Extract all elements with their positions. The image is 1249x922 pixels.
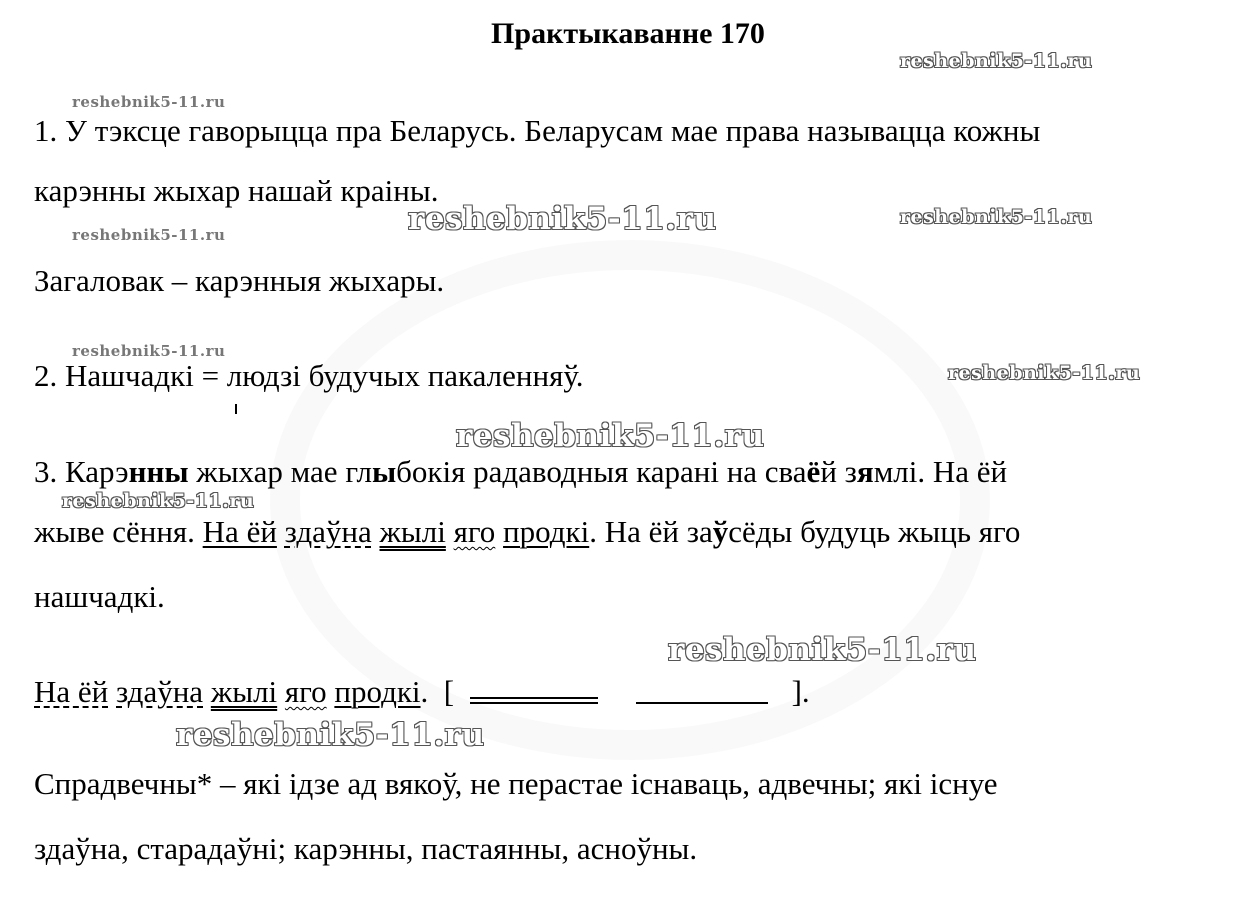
watermark: reshebnik5-11.ru [900, 50, 1093, 72]
watermark: reshebnik5-11.ru [72, 226, 226, 244]
watermark: reshebnik5-11.ru [62, 490, 255, 512]
scheme-bracket-open: [ [443, 674, 455, 709]
text-fragment: бокія радаводныя карані на сва [396, 454, 807, 489]
underlined-adverbial: На ёй [202, 514, 277, 549]
underlined-attribute: яго [453, 514, 496, 549]
task1-heading: Загаловак – карэнныя жыхары. [34, 263, 445, 298]
task3-line2 [34, 512, 1020, 552]
bold-letters: ў [712, 514, 729, 549]
underlined-attribute: яго [284, 674, 327, 709]
bold-letters: ё [806, 454, 821, 489]
underlined-predicate: жылі [379, 514, 446, 549]
text-fragment: . [420, 674, 429, 709]
watermark: reshebnik5-11.ru [900, 206, 1093, 228]
scheme-subject-line [636, 702, 768, 704]
scheme-predicate-line [470, 697, 598, 704]
text-fragment: жыхар мае гл [188, 454, 372, 489]
task2-line1: 2. Нашчадкі = людзі будучых пакаленняў. [34, 358, 584, 393]
text-fragment: й з [820, 454, 857, 489]
task1-line2: карэнны жыхар нашай краіны. [34, 173, 439, 208]
underlined-adverbial: здаўна [116, 674, 204, 709]
task1-line1: 1. У тэксце гаворыцца пра Беларусь. Беларусам мае права называцца кожны [34, 113, 1041, 148]
underlined-subject: продкі [503, 514, 590, 549]
scheme-bracket-close: ]. [791, 674, 810, 709]
text-fragment: сёды будуць жыць яго [728, 514, 1021, 549]
text-fragment: 3. Карэ [34, 454, 129, 489]
text-fragment: млі. На ёй [873, 454, 1008, 489]
watermark: reshebnik5-11.ru [948, 362, 1141, 384]
text-fragment: жыве сёння. [34, 514, 203, 549]
page-title: Практыкаванне 170 [491, 17, 765, 50]
underlined-predicate: жылі [210, 674, 278, 709]
watermark: reshebnik5-11.ru [668, 632, 977, 668]
task3-line3: нашчадкі. [34, 579, 165, 614]
bold-letters: нны [128, 454, 189, 489]
task3-line1 [34, 452, 1007, 492]
watermark: reshebnik5-11.ru [456, 418, 765, 454]
watermark: reshebnik5-11.ru [176, 717, 485, 753]
watermark: reshebnik5-11.ru [408, 201, 717, 237]
underlined-subject: продкі [334, 674, 421, 709]
watermark: reshebnik5-11.ru [72, 342, 226, 360]
stray-mark [235, 404, 237, 414]
bold-letters: ы [371, 454, 397, 489]
definition-line1: Спрадвечны* – які ідзе ад вякоў, не перастае існаваць, адвечны; які існуе [34, 766, 998, 801]
text-fragment: . На ёй за [589, 514, 713, 549]
sentence-analysis [34, 672, 810, 712]
bold-letters: я [856, 454, 874, 489]
watermark: reshebnik5-11.ru [72, 93, 226, 111]
underlined-adverbial: На ёй [34, 674, 109, 709]
underlined-adverbial: здаўна [284, 514, 372, 549]
definition-line2: здаўна, старадаўні; карэнны, пастаянны, асноўны. [34, 831, 698, 866]
